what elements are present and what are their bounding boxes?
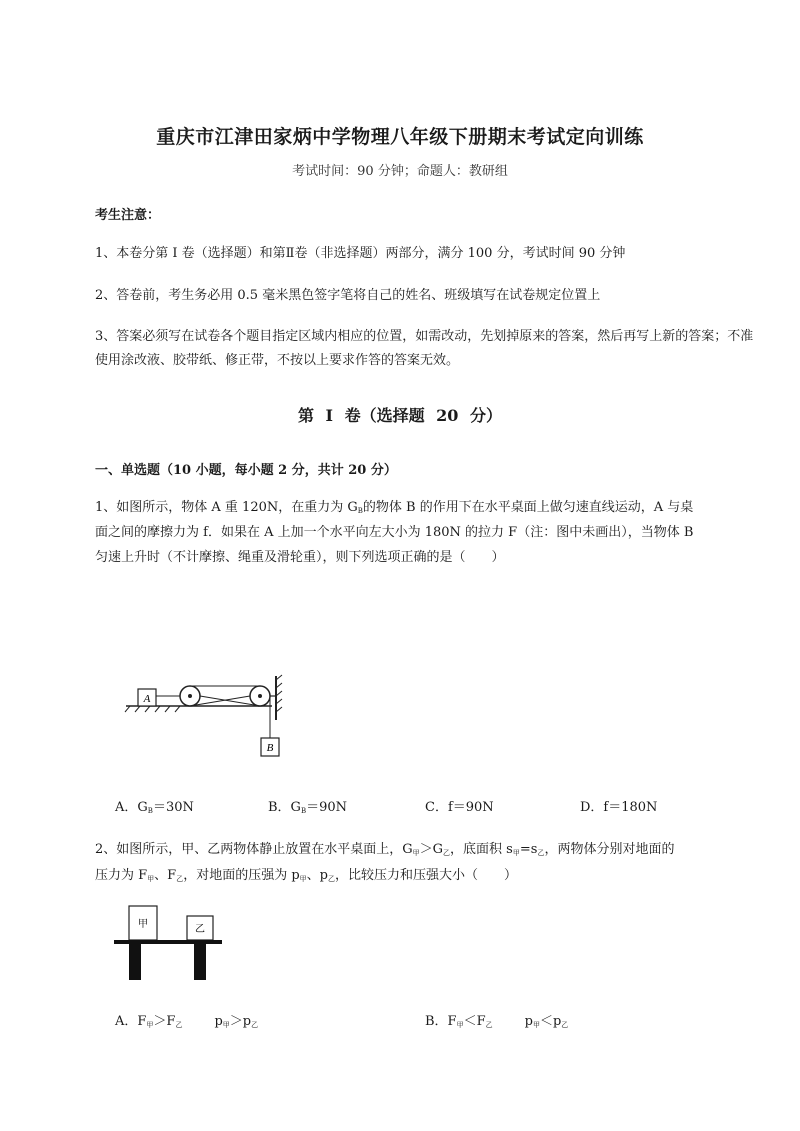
q2-option-a[interactable]: A．$F_甲>F_乙$ $p_甲>p_乙$	[115, 1014, 259, 1029]
q1-option-a[interactable]: A．$G_B=30N$	[115, 800, 194, 815]
block-jia-label: 甲	[138, 919, 148, 930]
pulley-figure	[120, 670, 300, 770]
question-1-line-2: 面之间的摩擦力为 f．如果在 A 上加一个水平向左大小为 180N 的拉力 F（注：图中未画出），当物体 B	[95, 525, 694, 540]
notice-item-3: 3、答案必须写在试卷各个题目指定区域内相应的位置，如需改动，先划掉原来的答案，然后再写上新的答案；不准使用涂改液、胶带纸、修正带，不按以上要求作答的答案无效。	[95, 329, 754, 368]
page-title: 重庆市江津田家炳中学物理八年级下册期末考试定向训练	[156, 126, 644, 148]
q2-option-b[interactable]: B．$F_甲<F_乙$ $p_甲<p_乙$	[425, 1014, 569, 1029]
block-yi-label: 乙	[195, 924, 205, 935]
question-2-line-1: 2、如图所示，甲、乙两物体静止放置在水平桌面上，$G_甲>G_乙$，底面积 $s_甲=s_乙$，两物体分别对地面的	[95, 842, 675, 857]
section-title: 第 I 卷（选择题 20 分）	[297, 406, 503, 425]
page-subtitle: 考试时间：90 分钟；命题人：教研组	[292, 164, 508, 179]
q1-option-c[interactable]: C．f＝90N	[425, 800, 494, 815]
q1-option-d[interactable]: D．f＝180N	[580, 800, 658, 815]
question-2-line-2: 压力为 $F_甲$、$F_乙$，对地面的压强为 $p_甲$、$p_乙$，比较压力和压强大小（ ）	[95, 868, 517, 883]
notice-item-2: 2、答卷前，考生务必用 0.5 毫米黑色签字笔将自己的姓名、班级填写在试卷规定位置上	[95, 288, 601, 303]
q1-option-b[interactable]: B．$G_B=90N$	[268, 800, 348, 815]
part-heading: 一、单选题（10 小题，每小题 2 分，共计 20 分）	[95, 463, 397, 478]
table-blocks-figure	[110, 900, 230, 985]
question-1-line-1: 1、如图所示，物体 A 重 120N，在重力为 $G_B$的物体 B 的作用下在水平桌面上做匀速直线运动，A 与桌	[95, 500, 694, 515]
notice-heading: 考生注意：	[95, 208, 161, 223]
block-b-label: B	[266, 742, 274, 754]
notice-item-1: 1、本卷分第 I 卷（选择题）和第Ⅱ卷（非选择题）两部分，满分 100 分，考试时间 90 分钟	[95, 246, 626, 261]
block-a-label: A	[143, 693, 151, 705]
question-1-line-3: 匀速上升时（不计摩擦、绳重及滑轮重），则下列选项正确的是（ ）	[95, 550, 505, 565]
